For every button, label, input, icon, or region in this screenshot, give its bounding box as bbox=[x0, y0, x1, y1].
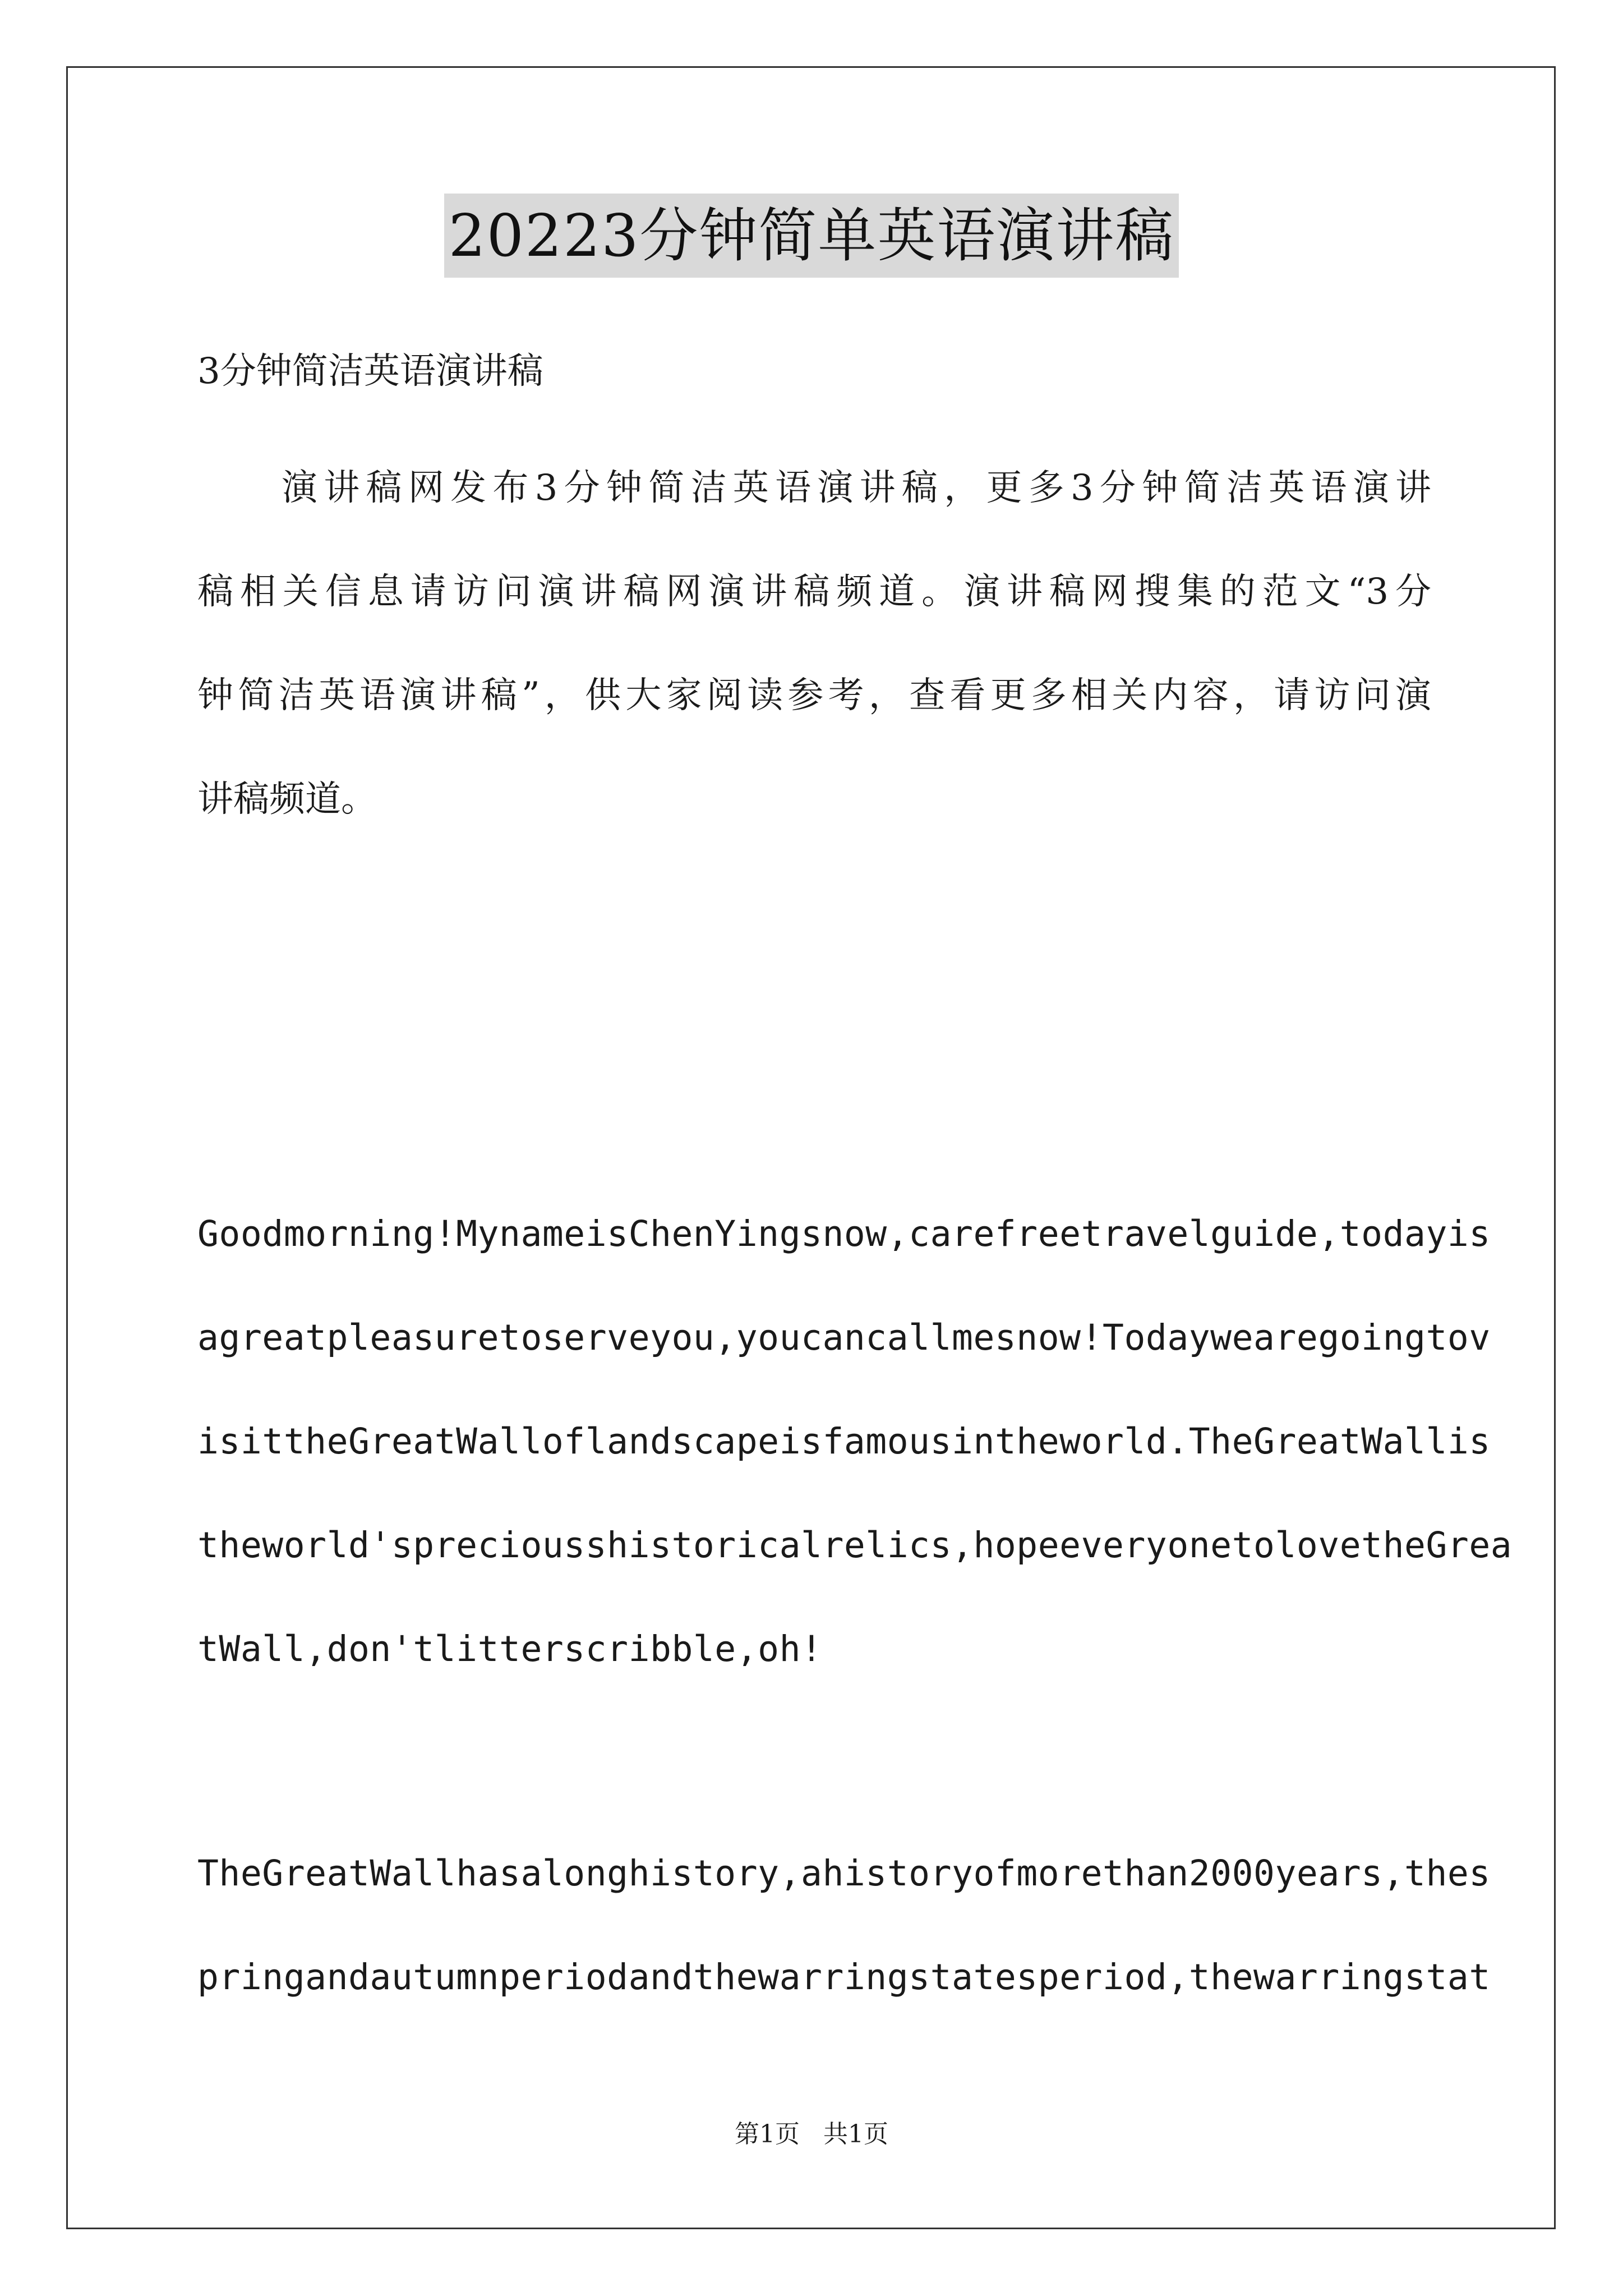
page-number-current: 第1页 bbox=[735, 2120, 800, 2148]
body-line: agreatpleasuretoserveyou,youcancallmesnow!Todaywearegoingtov bbox=[197, 1317, 1491, 1358]
intro-line: 钟简洁英语演讲稿”，供大家阅读参考，查看更多相关内容，请访问演 bbox=[197, 675, 1431, 716]
body-line: TheGreatWallhasalonghistory,ahistoryofmorethan2000years,thes bbox=[197, 1853, 1491, 1894]
document-subtitle: 3分钟简洁英语演讲稿 bbox=[197, 351, 543, 392]
intro-line: 演讲稿网发布3分钟简洁英语演讲稿，更多3分钟简洁英语演讲 bbox=[282, 467, 1431, 509]
body-line: theworld'spreciousshistoricalrelics,hopeeveryonetolovetheGrea bbox=[197, 1525, 1513, 1566]
document-title: 20223分钟简单英语演讲稿 bbox=[444, 194, 1179, 278]
body-line: tWall,don'tlitterscribble,oh! bbox=[197, 1628, 823, 1669]
title-container bbox=[0, 194, 1623, 278]
intro-line: 稿相关信息请访问演讲稿网演讲稿频道。演讲稿网搜集的范文“3分 bbox=[197, 571, 1431, 613]
body-line: Goodmorning!MynameisChenYingsnow,carefreetravelguide,todayis bbox=[197, 1213, 1491, 1254]
intro-line: 讲稿频道。 bbox=[197, 779, 377, 820]
body-line: pringandautumnperiodandthewarringstatesperiod,thewarringstat bbox=[197, 1957, 1491, 1998]
body-line: isittheGreatWalloflandscapeisfamousintheworld.TheGreatWallis bbox=[197, 1421, 1491, 1462]
page-number-total: 共1页 bbox=[823, 2120, 888, 2148]
page-footer bbox=[0, 2115, 1623, 2154]
